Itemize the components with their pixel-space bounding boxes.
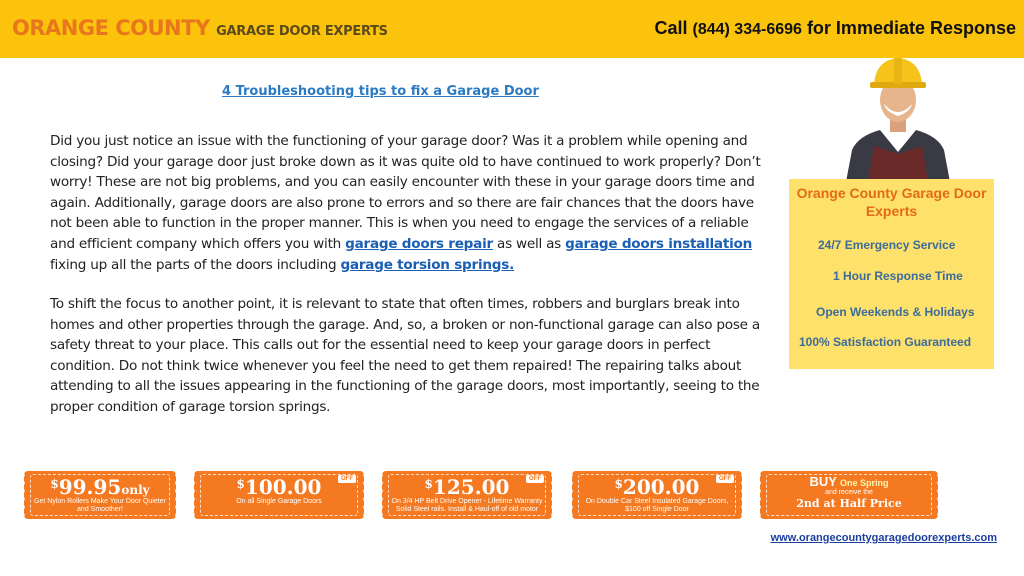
service-weekends: Open Weekends & Holidays bbox=[816, 305, 975, 319]
coupon-receive-line: and receive the bbox=[825, 489, 873, 496]
phone-number[interactable]: (844) 334-6696 bbox=[692, 21, 802, 38]
info-box-title: Orange County Garage Door Experts bbox=[796, 185, 987, 219]
coupon-price: $99.95only bbox=[50, 475, 150, 499]
logo-main-text: ORANGE COUNTY bbox=[12, 16, 210, 40]
coupon-description: On all Single Garage Doors bbox=[236, 498, 322, 505]
paragraph-text: as well as bbox=[497, 235, 562, 252]
off-badge: OFF bbox=[338, 475, 356, 483]
coupon-single-garage-doors[interactable] bbox=[194, 471, 364, 519]
paragraph-text: Did you just notice an issue with the functioning of your garage door? Was it a problem while opening and closing? Did your garage door just broke down as it was quite old to have continued to work properly? Don’t worry! These are not big problems, and you can easily encounter with these in your garage doors time and again. Additionally, garage doors are also prone to errors and so there are fair chances that the doors have not been able to function in the proper manner. This is when you need to engage the services of a reliable and efficient company which offers you with bbox=[50, 133, 761, 252]
coupon-description: On 3/4 HP Belt Drive Opener - Lifetime Warranty Solid Steel rails. Install & Haul-off of old motor bbox=[391, 498, 543, 513]
coupon-offer-line: 2nd at Half Price bbox=[796, 497, 902, 510]
coupon-double-car-doors[interactable] bbox=[572, 471, 742, 519]
link-garage-doors-installation[interactable]: garage doors installation bbox=[565, 235, 753, 252]
article-paragraph-1 bbox=[50, 131, 762, 275]
link-garage-torsion-springs[interactable]: garage torsion springs. bbox=[340, 256, 515, 273]
call-to-action bbox=[654, 18, 1016, 39]
article-paragraph-2: To shift the focus to another point, it is relevant to state that often times, robbers and burglars break into homes and other properties through the garage. And, so, a broken or non-functional garage can also pose a safety threat to your place. This calls out for the essential need to keep your garage doors in perfect condition. Do not think twice whenever you feel the need to get them repaired! The repairing talks about attending to all the issues appearing in the functioning of the garage doors, most importantly, seeing to the proper condition of garage torsion springs. bbox=[50, 296, 760, 415]
coupon-price: $125.00 bbox=[424, 475, 510, 499]
services-info-box bbox=[789, 179, 994, 369]
call-suffix: for Immediate Response bbox=[806, 18, 1016, 38]
link-garage-doors-repair[interactable]: garage doors repair bbox=[345, 235, 493, 252]
coupon-description: Get Nylon Rollers Make Your Door Quieter and Smoother! bbox=[34, 498, 166, 513]
construction-worker-icon bbox=[838, 54, 958, 182]
coupon-price: $200.00 bbox=[614, 475, 700, 499]
coupon-price: $100.00 bbox=[236, 475, 322, 499]
logo-sub-text: GARAGE DOOR EXPERTS bbox=[216, 24, 388, 39]
off-badge: OFF bbox=[526, 475, 544, 483]
paragraph-text: fixing up all the parts of the doors including bbox=[50, 256, 337, 273]
website-link[interactable]: www.orangecountygaragedoorexperts.com bbox=[770, 532, 997, 544]
service-response-time: 1 Hour Response Time bbox=[833, 269, 963, 283]
service-emergency: 24/7 Emergency Service bbox=[818, 238, 956, 252]
service-satisfaction: 100% Satisfaction Guaranteed bbox=[799, 335, 972, 349]
coupon-buy-line: BUY One Spring bbox=[809, 474, 889, 489]
off-badge: OFF bbox=[716, 475, 734, 483]
coupon-spring-half-price[interactable] bbox=[760, 471, 938, 519]
coupon-belt-drive-opener[interactable] bbox=[382, 471, 552, 519]
coupon-description: On Double Car Steel Insulated Garage Doors, $100 off Single Door bbox=[585, 498, 729, 513]
article-title-link[interactable]: 4 Troubleshooting tips to fix a Garage Door bbox=[222, 84, 539, 99]
coupon-nylon-rollers[interactable] bbox=[24, 471, 176, 519]
header-bar bbox=[0, 0, 1024, 58]
company-logo[interactable] bbox=[12, 16, 388, 40]
call-prefix: Call bbox=[654, 18, 688, 38]
